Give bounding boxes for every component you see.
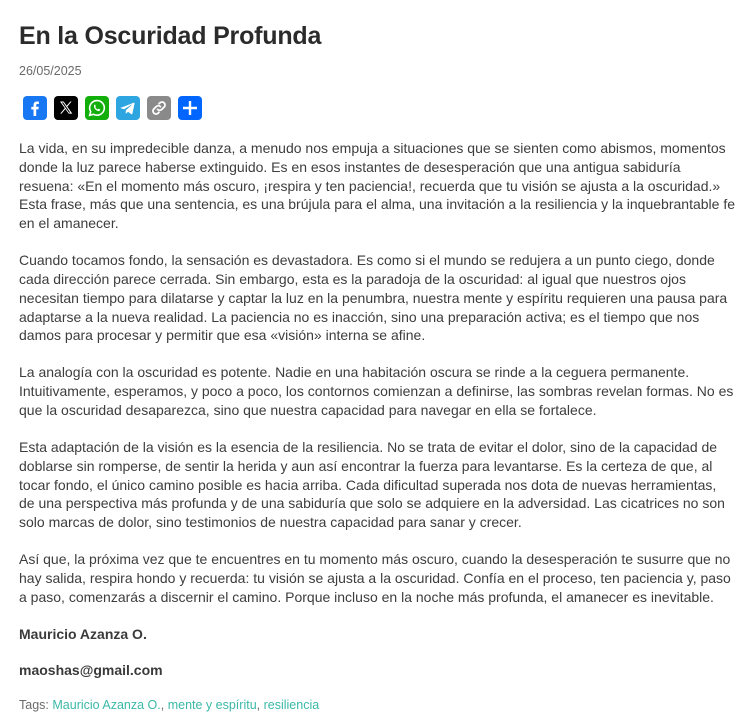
- page-title: En la Oscuridad Profunda: [19, 22, 322, 50]
- article-paragraph: Esta adaptación de la visión es la esencia de la resiliencia. No se trata de evitar el dolor, sino de la capacidad de doblarse sin romperse, de sentir la herida y aun así encontrar la fuerza para levantarse. Es la certeza de que, al tocar fondo, el único camino posible es hacia arriba. Cada dificultad superada nos dota de nuevas herramientas, de una perspectiva más profunda y de una sabiduría que solo se adquiere en la adversidad. Las cicatrices no son solo marcas de dolor, sino testimonios de nuestra capacidad para sanar y crecer.: [19, 438, 725, 531]
- share-bar: [23, 96, 735, 120]
- post-date: 26/05/2025: [19, 64, 82, 78]
- whatsapp-icon: [85, 96, 109, 120]
- share-telegram-button[interactable]: [116, 96, 140, 120]
- article-paragraph: La analogía con la oscuridad es potente. Nadie en una habitación oscura se rinde a la ceguera permanente. Intuitivamente, esperamos, y poco a poco, los contornos comienzan a definirse, las sombras revelan formas. No es que la oscuridad desaparezca, sino que nuestra capacidad para navegar en ella se fortalece.: [19, 364, 734, 418]
- author-email: maoshas@gmail.com: [19, 661, 163, 678]
- tag-link-mind-spirit[interactable]: mente y espíritu: [167, 698, 257, 713]
- tag-link-resilience[interactable]: resiliencia: [263, 698, 320, 713]
- facebook-icon: [23, 96, 47, 120]
- article-paragraph: La vida, en su impredecible danza, a menudo nos empuja a situaciones que se sienten como abismos, momentos donde la luz parece haberse extinguido. Es en esos instantes de desesperación que una antigua sabiduría resuena: «En el momento más oscuro, ¡respira y ten paciencia!, recuerda que tu visión se ajusta a la oscuridad.» Esta frase, más que una sentencia, es una brújula para el alma, una invitación a la resiliencia y la inquebrantable fe en el amanecer.: [19, 140, 735, 232]
- share-whatsapp-button[interactable]: [85, 96, 109, 120]
- share-plus-icon: [178, 96, 202, 120]
- x-icon: [54, 96, 78, 120]
- tags-label: Tags:: [19, 698, 49, 713]
- share-x-button[interactable]: [54, 96, 78, 120]
- article-paragraph: Cuando tocamos fondo, la sensación es devastadora. Es como si el mundo se redujera a un punto ciego, donde cada dirección parece cerrada. Sin embargo, esta es la paradoja de la oscuridad: al igual que nuestros ojos necesitan tiempo para dilatarse y captar la luz en la penumbra, nuestra mente y espíritu requieren una pausa para adaptarse a la nueva realidad. La paciencia no es inacción, sino una preparación activa; es el tiempo que nos damos para procesar y permitir que esa «visión» interna se afine.: [19, 252, 728, 344]
- tags-line: Tags: Mauricio Azanza O., mente y espíritu, resiliencia: [19, 698, 320, 713]
- share-more-button[interactable]: [178, 96, 202, 120]
- tag-link-author[interactable]: Mauricio Azanza O.: [52, 698, 161, 713]
- share-copy-link-button[interactable]: [147, 96, 171, 120]
- article-paragraph: Así que, la próxima vez que te encuentres en tu momento más oscuro, cuando la desesperación te susurre que no hay salida, respira hondo y recuerda: tu visión se ajusta a la oscuridad. Confía en el proceso, ten paciencia y, paso a paso, comenzarás a discernir el camino. Porque incluso en la noche más profunda, el amanecer es inevitable.: [19, 551, 731, 605]
- link-icon: [147, 96, 171, 120]
- author-name: Mauricio Azanza O.: [19, 625, 147, 642]
- article-body: [19, 139, 735, 679]
- share-facebook-button[interactable]: [23, 96, 47, 120]
- telegram-icon: [116, 96, 140, 120]
